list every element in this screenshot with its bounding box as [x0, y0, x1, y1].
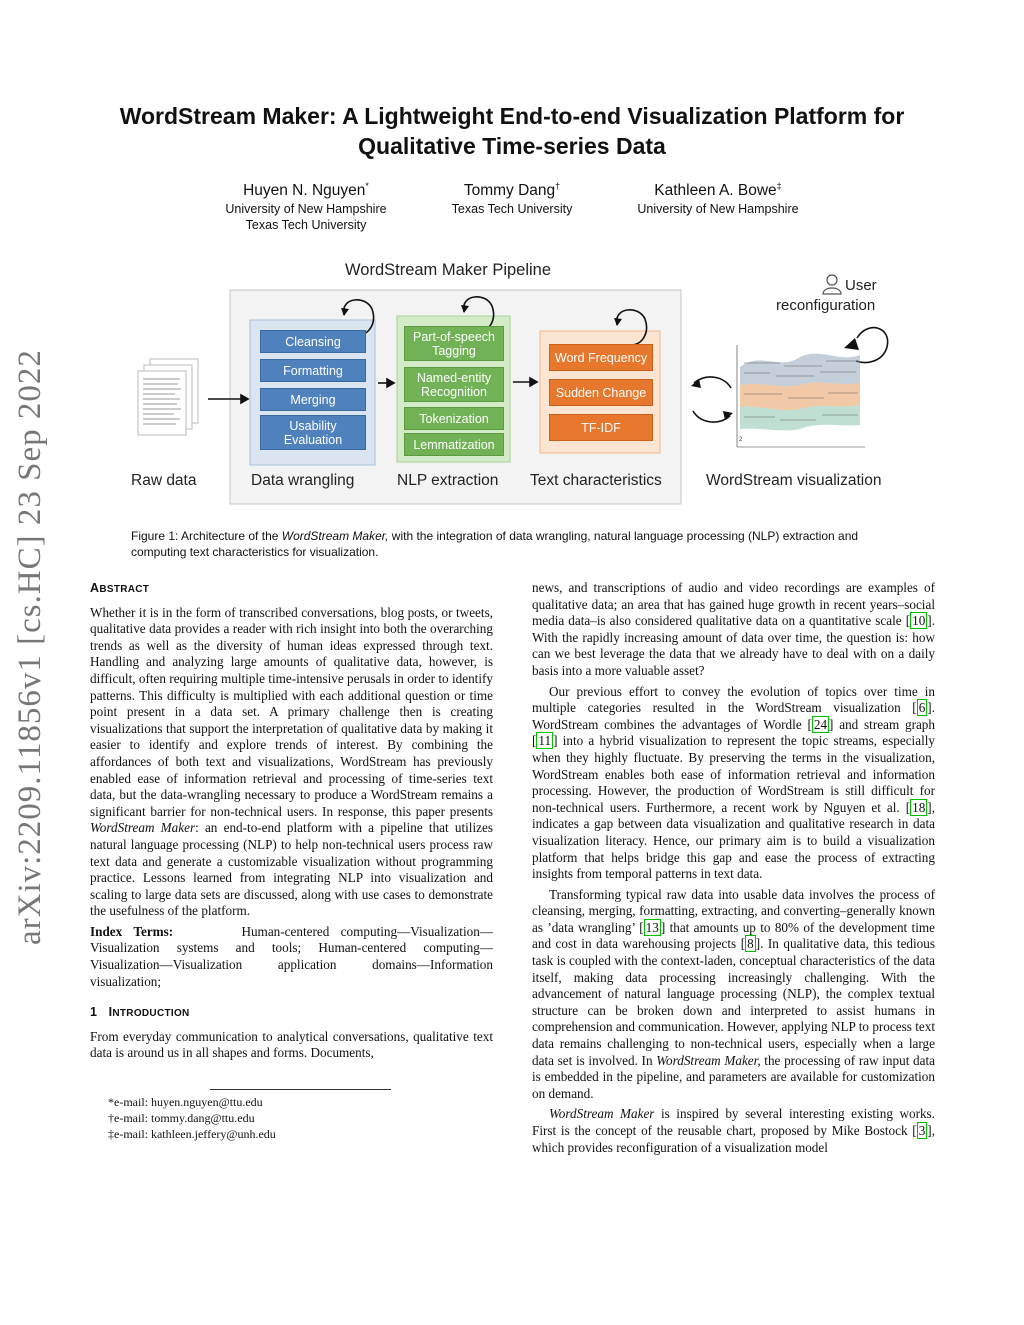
pipeline-figure [120, 255, 910, 515]
introduction-heading [90, 1004, 493, 1023]
step-formatting: Formatting [260, 359, 366, 382]
author-affiliation: Texas Tech University [451, 202, 573, 217]
abstract-heading-initial: A [90, 581, 100, 595]
caption-prefix: Figure 1: Architecture of the [131, 529, 282, 543]
svg-text:2: 2 [739, 437, 743, 443]
footnote: †e-mail: tommy.dang@ttu.edu [108, 1111, 255, 1125]
right-paragraph-4: WordStream Maker is inspired by several interesting existing works. First is the concept of the reusable chart, proposed by Mike Bostock [ 3 ], which provides reconfiguration of a visualization model [532, 1106, 935, 1155]
emphasis: WordStream Maker, [656, 1052, 761, 1068]
citation-link[interactable]: 6 [918, 700, 926, 716]
stage-label-text-characteristics: Text characteristics [530, 472, 662, 489]
step-merging: Merging [260, 388, 366, 411]
text: Transforming typical raw data into usable data involves the process of cleansing, merging, formatting, extracting, and converting–generally known as ’data wrangling’ [532, 886, 935, 935]
author-name: Tommy Dang [463, 182, 556, 200]
user-icon [823, 275, 841, 294]
stage-label-nlp-extraction: NLP extraction [397, 472, 499, 489]
author-2 [412, 176, 612, 217]
text: . In qualitative data, this tedious task is coupled with the context-laden, conceptual characteristics of the data itself, making data processing increasingly challenging. With the advancement of natural language processing (NLP), the complex textual structure can be broken down and interpreted to assist humans in comprehension and communication. However, applying NLP to process text data remains challenging to non-technical users, especially when a large data set is involved. In [532, 936, 936, 1068]
step-word-frequency: Word Frequency [549, 344, 653, 371]
author-name: Kathleen A. Bowe [654, 182, 777, 200]
right-paragraph-2: Our previous effort to convey the evolution of topics over time in multiple categories resulted in the WordStream visualization [ 6 ]. WordStream combines the advantages of Wordle [ 24 ] and stream graph [ 11 ] into a hybrid visualization to represent the topic streams, especially when they highly fluctuate. By preserving the terms in the visualization, WordStream enables both ease of information retrieval and information processing. However, the production of WordStream is still difficult for non-technical users. Furthermore, a recent work by Nguyen et al. [ 18 ], indicates a gap between data visualization and qualitative research in data visualization literacy. Hence, our primary aim is to build a visualization platform that helps bridge this gap and ease the process of extracting insights from temporal patterns in text data. [532, 683, 935, 882]
author-name: Huyen N. Nguyen [243, 182, 366, 200]
citation-link[interactable]: 11 [538, 733, 552, 749]
text: the processing of raw input data is embedded in the pipeline, and parameters are available for customization on demand. [532, 1052, 936, 1101]
text: . WordStream combines the advantages of Wordle [532, 700, 935, 732]
abstract-heading [90, 580, 493, 599]
citation-link[interactable]: 24 [813, 716, 828, 732]
right-column [532, 580, 935, 1156]
right-paragraph-3: Transforming typical raw data into usable data involves the process of cleansing, merging, formatting, extracting, and converting–generally known as ’data wrangling’ [ 13 ] that amounts up to 80% of the development time and cost in data warehousing projects [ 8 ]. In qualitative data, this tedious task is coupled with the context-laden, conceptual characteristics of the data itself, making data processing increasingly challenging. With the advancement of natural language processing (NLP), the complex textual structure can be broken down and interpreted to assist humans in comprehension and communication. However, applying NLP to process text data remains challenging to non-technical users, especially when a large data set is involved. In WordStream Maker, the processing of raw input data is embedded in the pipeline, and parameters are available for customization on demand. [532, 886, 936, 1101]
step-sudden-change: Sudden Change [549, 379, 653, 406]
footnote: ‡e-mail: kathleen.jeffery@unh.edu [108, 1127, 276, 1141]
author-1 [206, 176, 406, 233]
left-column [90, 580, 493, 1062]
abstract-text-b: : an end-to-end platform with a pipeline that utilizes natural language processing (NLP) to help non-technical users process raw text data and generate a customizable visualization without programming practice. Lessons learned from integrating NLP into visualization and scaling to large data sets are discussed, along with use cases to demonstrate the usefulness of the platform. [90, 820, 493, 919]
intro-section-number: 1 [90, 1005, 98, 1020]
footnote-rule [210, 1089, 391, 1090]
footnote: *e-mail: huyen.nguyen@ttu.edu [108, 1095, 263, 1109]
citation-link[interactable]: 3 [918, 1123, 926, 1138]
intro-paragraph: From everyday communication to analytical conversations, qualitative text data is around us in all shapes and forms. Documents, [90, 1028, 493, 1061]
stage-label-data-wrangling: Data wrangling [251, 472, 355, 489]
arxiv-identifier: arXiv:2209.11856v1 [cs.HC] 23 Sep 2022 [12, 349, 48, 945]
index-terms-text: Human-centered computing—Visualization—Visualization systems and tools; Human-centered computing—Visualization—Visualization application domains—Information visualization; [90, 923, 493, 989]
text: is inspired by several interesting existing works. First is the concept of the reusable chart, proposed by Mike Bostock [532, 1106, 935, 1138]
author-mark: ‡ [776, 181, 782, 191]
intro-heading-rest: NTRODUCTION [112, 1008, 190, 1020]
figure-caption [131, 528, 911, 560]
caption-rest: with the integration of data wrangling, natural language processing (NLP) extraction and computing text characteristics for visualization. [131, 529, 859, 559]
emphasis: WordStream Maker [549, 1106, 655, 1122]
raw-data-documents-icon [138, 359, 198, 435]
abstract-emphasis: WordStream Maker [90, 820, 196, 836]
footnotes [108, 1094, 276, 1142]
text: news, and transcriptions of audio and video recordings are examples of qualitative data; an area that has gained huge growth in recent years–social media data–is also considered qualitative data on a quantitative scale [532, 580, 935, 629]
text: and stream graph [833, 716, 935, 732]
loop-arrow-user [856, 328, 888, 363]
step-tf-idf: TF-IDF [549, 414, 653, 441]
citation-link[interactable]: 18 [912, 799, 926, 815]
reconfiguration-label: reconfiguration [776, 297, 876, 314]
citation-link[interactable]: 8 [747, 936, 754, 952]
text: , indicates a gap between data visualization and qualitative research in data visualization literacy. Hence, our primary aim is to build a visualization platform that helps bridge this gap and ease the process of extracting insights from temporal patterns in text data. [532, 799, 935, 882]
citation-link[interactable]: 10 [912, 613, 926, 629]
text: Our previous effort to convey the evolution of topics over time in multiple categories resulted in the WordStream visualization [532, 683, 935, 716]
step-tokenization: Tokenization [404, 407, 504, 430]
author-mark: † [555, 181, 561, 191]
step-lemmatization: Lemmatization [404, 433, 504, 456]
stage-label-wordstream-visualization: WordStream visualization [706, 472, 882, 489]
text: , which provides reconfiguration of a visualization model [532, 1123, 935, 1155]
step-ner: Named-entity Recognition [404, 367, 504, 402]
text: into a hybrid visualization to represent the topic streams, especially when they highly fluctuate. By preserving the terms in the visualization, WordStream enables both ease of information retrieval and information processing. However, the production of WordStream is still difficult for non-technical users. Furthermore, a recent work by Nguyen et al. [532, 733, 935, 815]
paper-title: WordStream Maker: A Lightweight End-to-end Visualization Platform for Qualitative Time-series Data [119, 103, 905, 159]
caption-emphasis: WordStream Maker, [281, 529, 389, 543]
pipeline-title: WordStream Maker Pipeline [345, 261, 552, 279]
author-affiliation: Texas Tech University [245, 218, 367, 233]
author-affiliation: University of New Hampshire [225, 202, 387, 217]
step-cleansing: Cleansing [260, 330, 366, 353]
step-usability-evaluation: Usability Evaluation [260, 415, 366, 450]
user-label: User [845, 277, 877, 294]
text: that amounts up to 80% of the development time and cost in data warehousing projects [532, 919, 935, 952]
stage-label-raw-data: Raw data [131, 472, 197, 489]
index-terms [90, 924, 493, 990]
citation-link[interactable]: 13 [645, 919, 659, 935]
author-affiliation: University of New Hampshire [637, 202, 799, 217]
author-3 [618, 176, 818, 217]
step-pos-tagging: Part-of-speech Tagging [404, 326, 504, 361]
intro-heading-initial: I [108, 1005, 113, 1020]
text: . With the rapidly increasing amount of data over time, the question is: how can we best leverage the data that we already have to deal with on a daily basis into a more valuable asset? [532, 613, 935, 678]
right-paragraph-1: news, and transcriptions of audio and video recordings are examples of qualitative data; an area that has gained huge growth in recent years–social media data–is also considered qualitative data on a quantitative scale [ 10 ]. With the rapidly increasing amount of data over time, the question is: how can we best leverage the data that we already have to deal with on a daily basis into a more valuable asset? [532, 580, 935, 678]
wordstream-thumbnail [737, 345, 865, 447]
author-mark: * [365, 181, 369, 191]
abstract-text-a: Whether it is in the form of transcribed conversations, blog posts, or tweets, qualitative data provides a reader with rich insight into both the overarching trends as well as the diversity of human ideas expressed through text. Handling and analyzing large amounts of qualitative data, however, is difficult, often requiring multiple time-intensive perusals in order to identify patterns. This difficulty is multiplied with each additional question or time point present in a data set. A primary challenge then is creating visualizations that support the interpretation of qualitative data by making it easier to identify and explore trends of interest. By combining the affordances of both text and visualizations, WordStream has previously enabled ease of information retrieval and processing of time-series text data, but the data-wrangling necessary to produce a WordStream remains a significant barrier for non-technical users. In response, this paper presents [90, 604, 493, 819]
abstract-text [90, 605, 493, 920]
index-terms-label: Index Terms: [90, 923, 174, 939]
abstract-heading-rest: BSTRACT [99, 584, 150, 595]
